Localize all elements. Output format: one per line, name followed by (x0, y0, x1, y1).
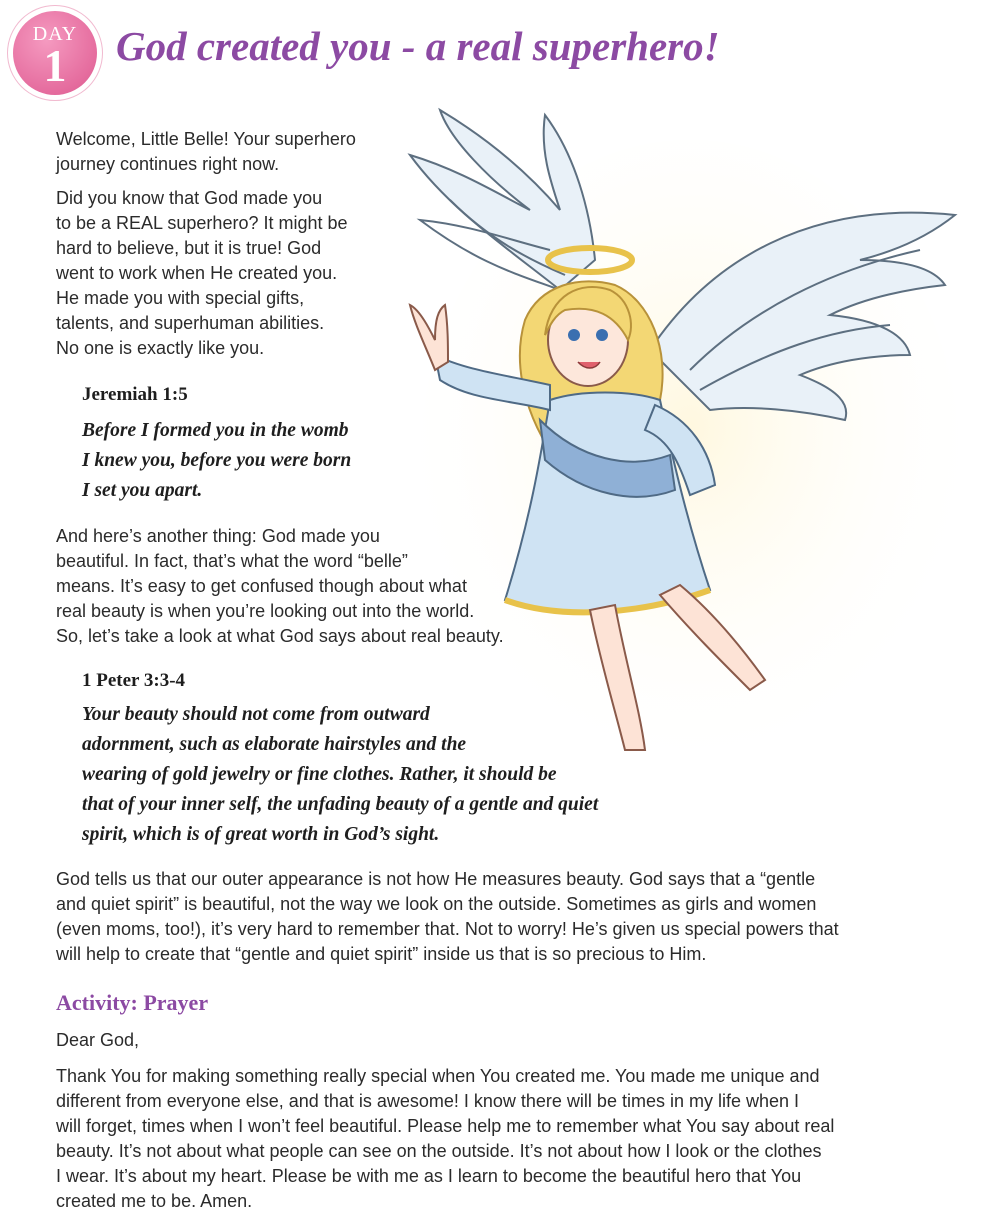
waving-hand (410, 305, 448, 370)
text-line: created me to be. Amen. (56, 1191, 253, 1211)
text-line: He made you with special gifts, (56, 288, 305, 308)
prayer-text (56, 1064, 834, 1214)
text-line: different from everyone else, and that is awesome! I know there will be times in my life when I (56, 1091, 800, 1111)
verse-line: I knew you, before you were born (82, 450, 352, 471)
verse-line: Before I formed you in the womb (82, 420, 349, 441)
beauty-paragraph (56, 524, 504, 649)
day-badge-label: DAY (32, 23, 78, 45)
verse-line: I set you apart. (82, 480, 203, 501)
text-line: Welcome, Little Belle! Your superhero (56, 129, 356, 149)
day-badge-circle (13, 11, 97, 95)
verse-line: wearing of gold jewelry or fine clothes. Rather, it should be (82, 764, 557, 785)
page-title: God created you - a real superhero! (116, 23, 720, 69)
text-line: And here’s another thing: God made you (56, 526, 380, 546)
verse-text-peter (82, 700, 598, 850)
measure-paragraph (56, 867, 839, 967)
text-line: will help to create that “gentle and quiet spirit” inside us that is so precious to Him. (56, 944, 707, 964)
text-line: No one is exactly like you. (56, 338, 265, 358)
verse-reference-peter: 1 Peter 3:3-4 (82, 670, 186, 691)
verse-text-jeremiah (82, 416, 351, 506)
text-line: beauty. It’s not about what people can see on the outside. It’s not about how I look or the clothes (56, 1141, 822, 1161)
intro-paragraph-1 (56, 127, 356, 177)
text-line: I wear. It’s about my heart. Please be with me as I learn to become the beautiful hero that You (56, 1166, 802, 1186)
text-line: beautiful. In fact, that’s what the word “belle” (56, 551, 408, 571)
verse-line: spirit, which is of great worth in God’s sight. (82, 824, 440, 845)
angel-girl-illustration (390, 100, 970, 780)
text-line: hard to believe, but it is true! God (56, 238, 322, 258)
prayer-greeting: Dear God, (56, 1030, 140, 1050)
text-line: Did you know that God made you (56, 188, 323, 208)
day-badge-number: 1 (43, 40, 67, 91)
intro-paragraph-2 (56, 186, 348, 361)
text-line: So, let’s take a look at what God says about real beauty. (56, 626, 504, 646)
verse-line: adornment, such as elaborate hairstyles and the (82, 734, 467, 755)
activity-heading: Activity: Prayer (56, 990, 209, 1015)
text-line: means. It’s easy to get confused though about what (56, 576, 467, 596)
text-line: (even moms, too!), it’s very hard to remember that. Not to worry! He’s given us special powers that (56, 919, 839, 939)
verse-reference-jeremiah: Jeremiah 1:5 (82, 384, 188, 405)
text-line: Thank You for making something really special when You created me. You made me unique and (56, 1066, 820, 1086)
verse-line: Your beauty should not come from outward (82, 704, 430, 725)
text-line: and quiet spirit” is beautiful, not the way we look on the outside. Sometimes as girls and women (56, 894, 817, 914)
text-line: journey continues right now. (56, 154, 280, 174)
text-line: will forget, times when I won’t feel beautiful. Please help me to remember what You say about real (56, 1116, 835, 1136)
text-line: to be a REAL superhero? It might be (56, 213, 348, 233)
verse-line: that of your inner self, the unfading beauty of a gentle and quiet (82, 794, 599, 815)
text-line: talents, and superhuman abilities. (56, 313, 325, 333)
day-badge (8, 6, 102, 100)
text-line: God tells us that our outer appearance is not how He measures beauty. God says that a “gentle (56, 869, 816, 889)
text-line: went to work when He created you. (56, 263, 338, 283)
text-line: real beauty is when you’re looking out into the world. (56, 601, 475, 621)
